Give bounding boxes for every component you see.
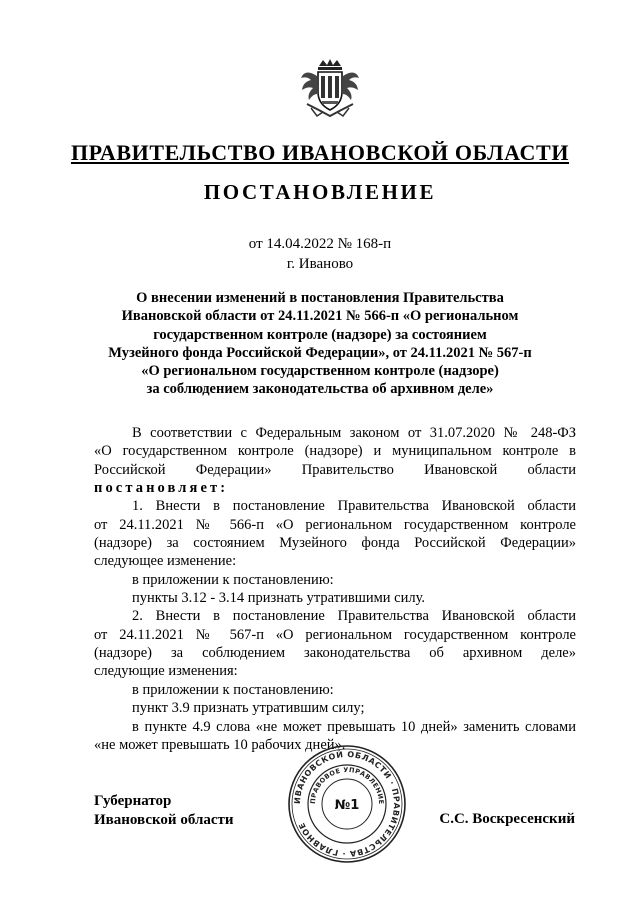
- body-line: «О государственном контроле (надзоре) и муниципальном контроле в: [94, 443, 576, 460]
- document-body: [94, 424, 576, 754]
- body-line: пункты 3.12 - 3.14 признать утратившими силу.: [132, 590, 426, 607]
- signatory-position: [94, 792, 234, 830]
- subject-line: «О региональном государственном контроле (надзоре): [141, 363, 499, 380]
- city: г. Иваново: [286, 256, 354, 272]
- body-line: в приложении к постановлению:: [132, 571, 334, 588]
- official-stamp: [285, 742, 409, 866]
- stamp-inner-text: ПРАВОВОЕ УПРАВЛЕНИЕ: [308, 765, 386, 805]
- subject-line: О внесении изменений в постановления Правительства: [136, 290, 504, 306]
- stamp-outer-text: ИВАНОВСКОЙ ОБЛАСТИ · ПРАВИТЕЛЬСТВА · ГЛАВНОЕ: [292, 749, 402, 859]
- body-line: от 24.11.2021 № 566-п «О региональном государственном контроле: [94, 516, 576, 533]
- body-line: в пункте 4.9 слова «не может превышать 10 дней» заменить словами: [132, 718, 576, 735]
- subject-line: Ивановской области от 24.11.2021 № 566-п «О региональном: [121, 308, 519, 325]
- document-type: ПОСТАНОВЛЕНИЕ: [203, 180, 437, 204]
- coat-of-arms-icon: [297, 58, 363, 120]
- body-line: В соответствии с Федеральным законом от 31.07.2020 № 248-ФЗ: [132, 425, 576, 441]
- body-line: 2. Внести в постановление Правительства Ивановской области: [132, 608, 576, 625]
- subject-line: государственном контроле (надзоре) за состоянием: [153, 326, 487, 343]
- body-line: 1. Внести в постановление Правительства Ивановской области: [132, 498, 576, 515]
- date-number: от 14.04.2022 № 168-п: [248, 236, 392, 252]
- signatory-name: С.С. Воскресенский: [439, 811, 575, 827]
- subject-line: Музейного фонда Российской Федерации», от 24.11.2021 № 567-п: [108, 344, 532, 361]
- government-title: ПРАВИТЕЛЬСТВО ИВАНОВСКОЙ ОБЛАСТИ: [70, 140, 570, 165]
- stamp-number: №1: [334, 798, 360, 813]
- body-line: в приложении к постановлению:: [132, 681, 334, 698]
- body-line: следующие изменения:: [94, 663, 238, 680]
- decree-word: постановляет:: [94, 480, 229, 497]
- position-line: Губернатор: [94, 793, 172, 809]
- body-line: Российской Федерации» Правительство Ивановской области: [94, 461, 576, 478]
- document-subject: [100, 289, 540, 399]
- position-line: Ивановской области: [94, 812, 234, 828]
- body-line: следующее изменение:: [94, 553, 237, 570]
- subject-line: за соблюдением законодательства об архивном деле»: [146, 381, 494, 398]
- body-line: (надзоре) за состоянием Музейного фонда Российской Федерации»: [94, 535, 576, 552]
- body-line: от 24.11.2021 № 567-п «О региональном государственном контроле: [94, 626, 576, 643]
- body-line: «не может превышать 10 рабочих дней».: [94, 736, 346, 753]
- body-line: пункт 3.9 признать утратившим силу;: [132, 700, 365, 717]
- body-line: (надзоре) за соблюдением законодательства об архивном деле»: [94, 645, 576, 662]
